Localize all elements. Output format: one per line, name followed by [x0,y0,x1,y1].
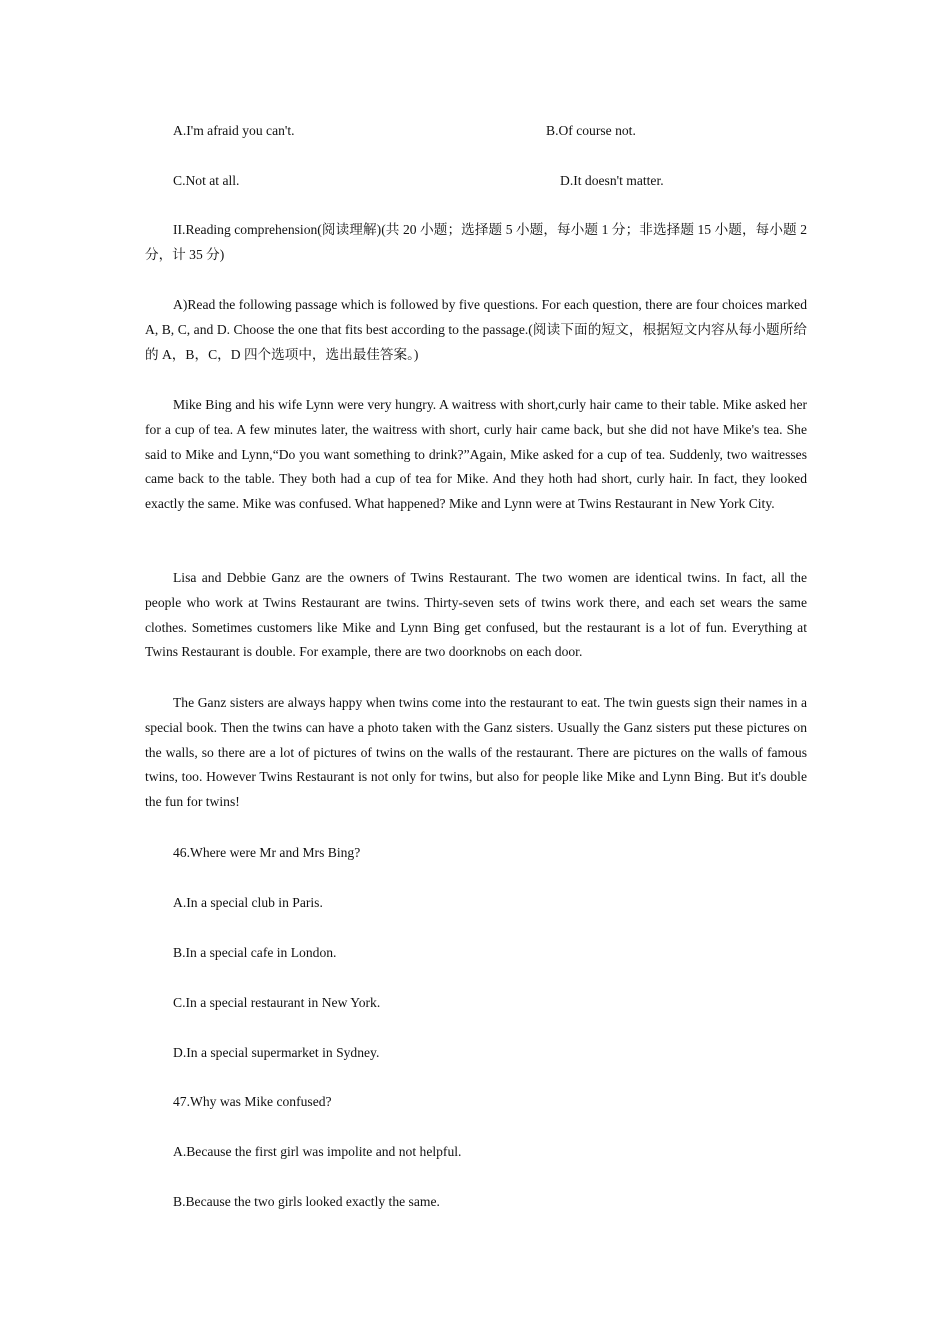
previous-options-row-2 [173,168,837,193]
question-46-option-d: D.In a special supermarket in Sydney. [173,1045,380,1060]
question-47-stem: 47.Why was Mike confused? [173,1094,332,1109]
question-46-stem: 46.Where were Mr and Mrs Bing? [173,845,361,860]
option-b-text: B.Of course not. [546,123,636,138]
question-47-option-b: B.Because the two girls looked exactly the same. [173,1194,440,1209]
reading-instructions: A)Read the following passage which is followed by five questions. For each question, there are four choices marked A, B, C, and D. Choose the one that fits best according to the passage.(阅读下面的短文，根据短文内容从每小题所给的 A，B，C，D 四个选项中，选出最佳答案。) [145,297,807,362]
previous-options-row-1 [173,118,837,143]
question-46-option-b: B.In a special cafe in London. [173,945,337,960]
passage-paragraph-2: Lisa and Debbie Ganz are the owners of Twins Restaurant. The two women are identical twins. In fact, all the people who work at Twins Restaurant are twins. Thirty-seven sets of twins work there, and each set wears the same clothes. Sometimes customers like Mike and Lynn Bing get confused, but the restaurant is a lot of fun. Everything at Twins Restaurant is double. For example, there are two doorknobs on each door. [145,570,807,660]
section-heading: II.Reading comprehension(阅读理解)(共 20 小题；选择题 5 小题，每小题 1 分；非选择题 15 小题，每小题 2 分，计 35 分) [145,222,807,262]
option-a-text: A.I'm afraid you can't. [173,123,295,138]
passage-paragraph-3: The Ganz sisters are always happy when twins come into the restaurant to eat. The twin guests sign their names in a special book. Then the twins can have a photo taken with the Ganz sisters. Usually the Ganz sisters put these pictures on the walls, so there are a lot of pictures of twins on the walls of the restaurant. There are pictures on the walls of famous twins, too. However Twins Restaurant is not only for twins, but also for people like Mike and Lynn Bing. But it's double the fun for twins! [145,695,807,810]
question-46-option-c: C.In a special restaurant in New York. [173,995,381,1010]
question-46-option-a: A.In a special club in Paris. [173,895,323,910]
option-c-text: C.Not at all. [173,173,240,188]
question-47-option-a: A.Because the first girl was impolite and not helpful. [173,1144,462,1159]
option-d-text: D.It doesn't matter. [560,173,664,188]
passage-paragraph-1: Mike Bing and his wife Lynn were very hungry. A waitress with short,curly hair came to their table. Mike asked her for a cup of tea. A few minutes later, the waitress with short, curly hair came back, but she did not have Mike's tea. She said to Mike and Lynn,“Do you want something to drink?”Again, Mike asked for a cup of tea. Suddenly, two waitresses came back to the table. They both had a cup of tea for Mike. And they hoth had short, curly hair. In fact, they looked exactly the same. Mike was confused. What happened? Mike and Lynn were at Twins Restaurant in New York City. [145,397,807,512]
